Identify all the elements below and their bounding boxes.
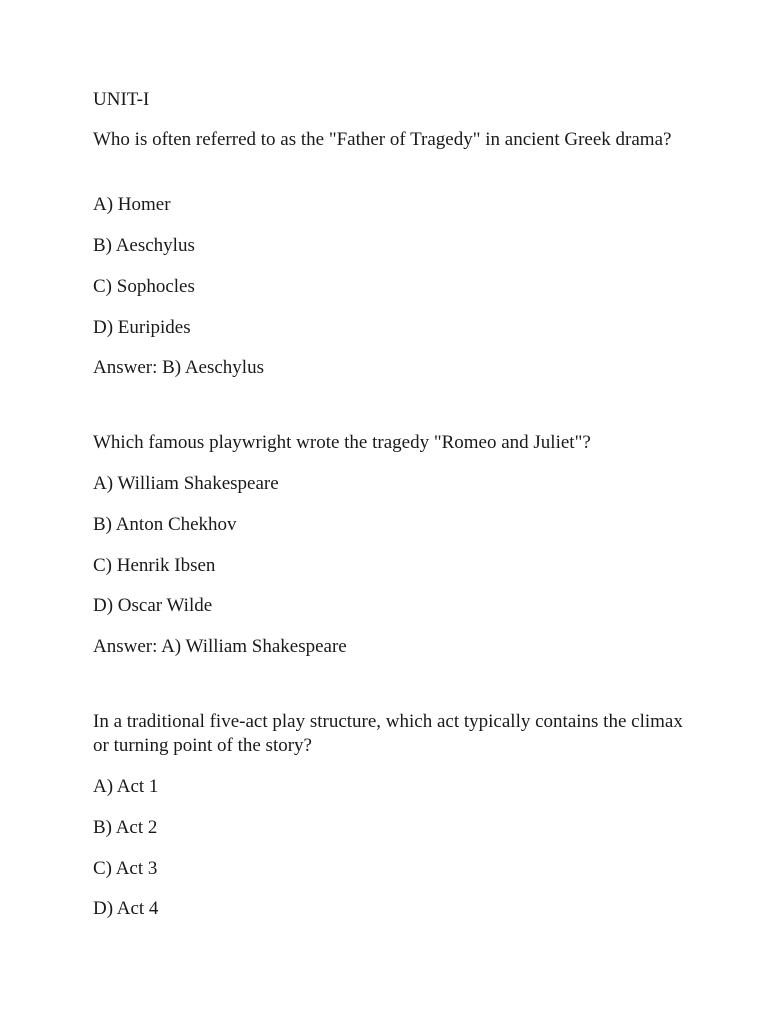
- unit-heading: UNIT-I: [93, 89, 150, 110]
- question-3-option-d: D) Act 4: [93, 898, 159, 919]
- question-3-text: In a traditional five-act play structure, which act typically contains the climax or turning point of the story?: [93, 711, 683, 756]
- question-3-option-a: A) Act 1: [93, 776, 159, 797]
- question-3-option-b: B) Act 2: [93, 817, 158, 838]
- question-1-option-b: B) Aeschylus: [93, 235, 195, 256]
- question-2-option-c: C) Henrik Ibsen: [93, 555, 216, 576]
- question-2-answer: Answer: A) William Shakespeare: [93, 636, 347, 657]
- question-2-option-a: A) William Shakespeare: [93, 473, 279, 494]
- question-1-option-d: D) Euripides: [93, 317, 191, 338]
- question-1-option-a: A) Homer: [93, 194, 171, 215]
- question-1-answer: Answer: B) Aeschylus: [93, 357, 264, 378]
- question-2-text: Which famous playwright wrote the tragedy "Romeo and Juliet"?: [93, 432, 591, 453]
- question-1-text: Who is often referred to as the "Father of Tragedy" in ancient Greek drama?: [93, 129, 672, 150]
- question-3-option-c: C) Act 3: [93, 858, 158, 879]
- question-1-option-c: C) Sophocles: [93, 276, 195, 297]
- question-2-option-b: B) Anton Chekhov: [93, 514, 237, 535]
- question-2-option-d: D) Oscar Wilde: [93, 595, 213, 616]
